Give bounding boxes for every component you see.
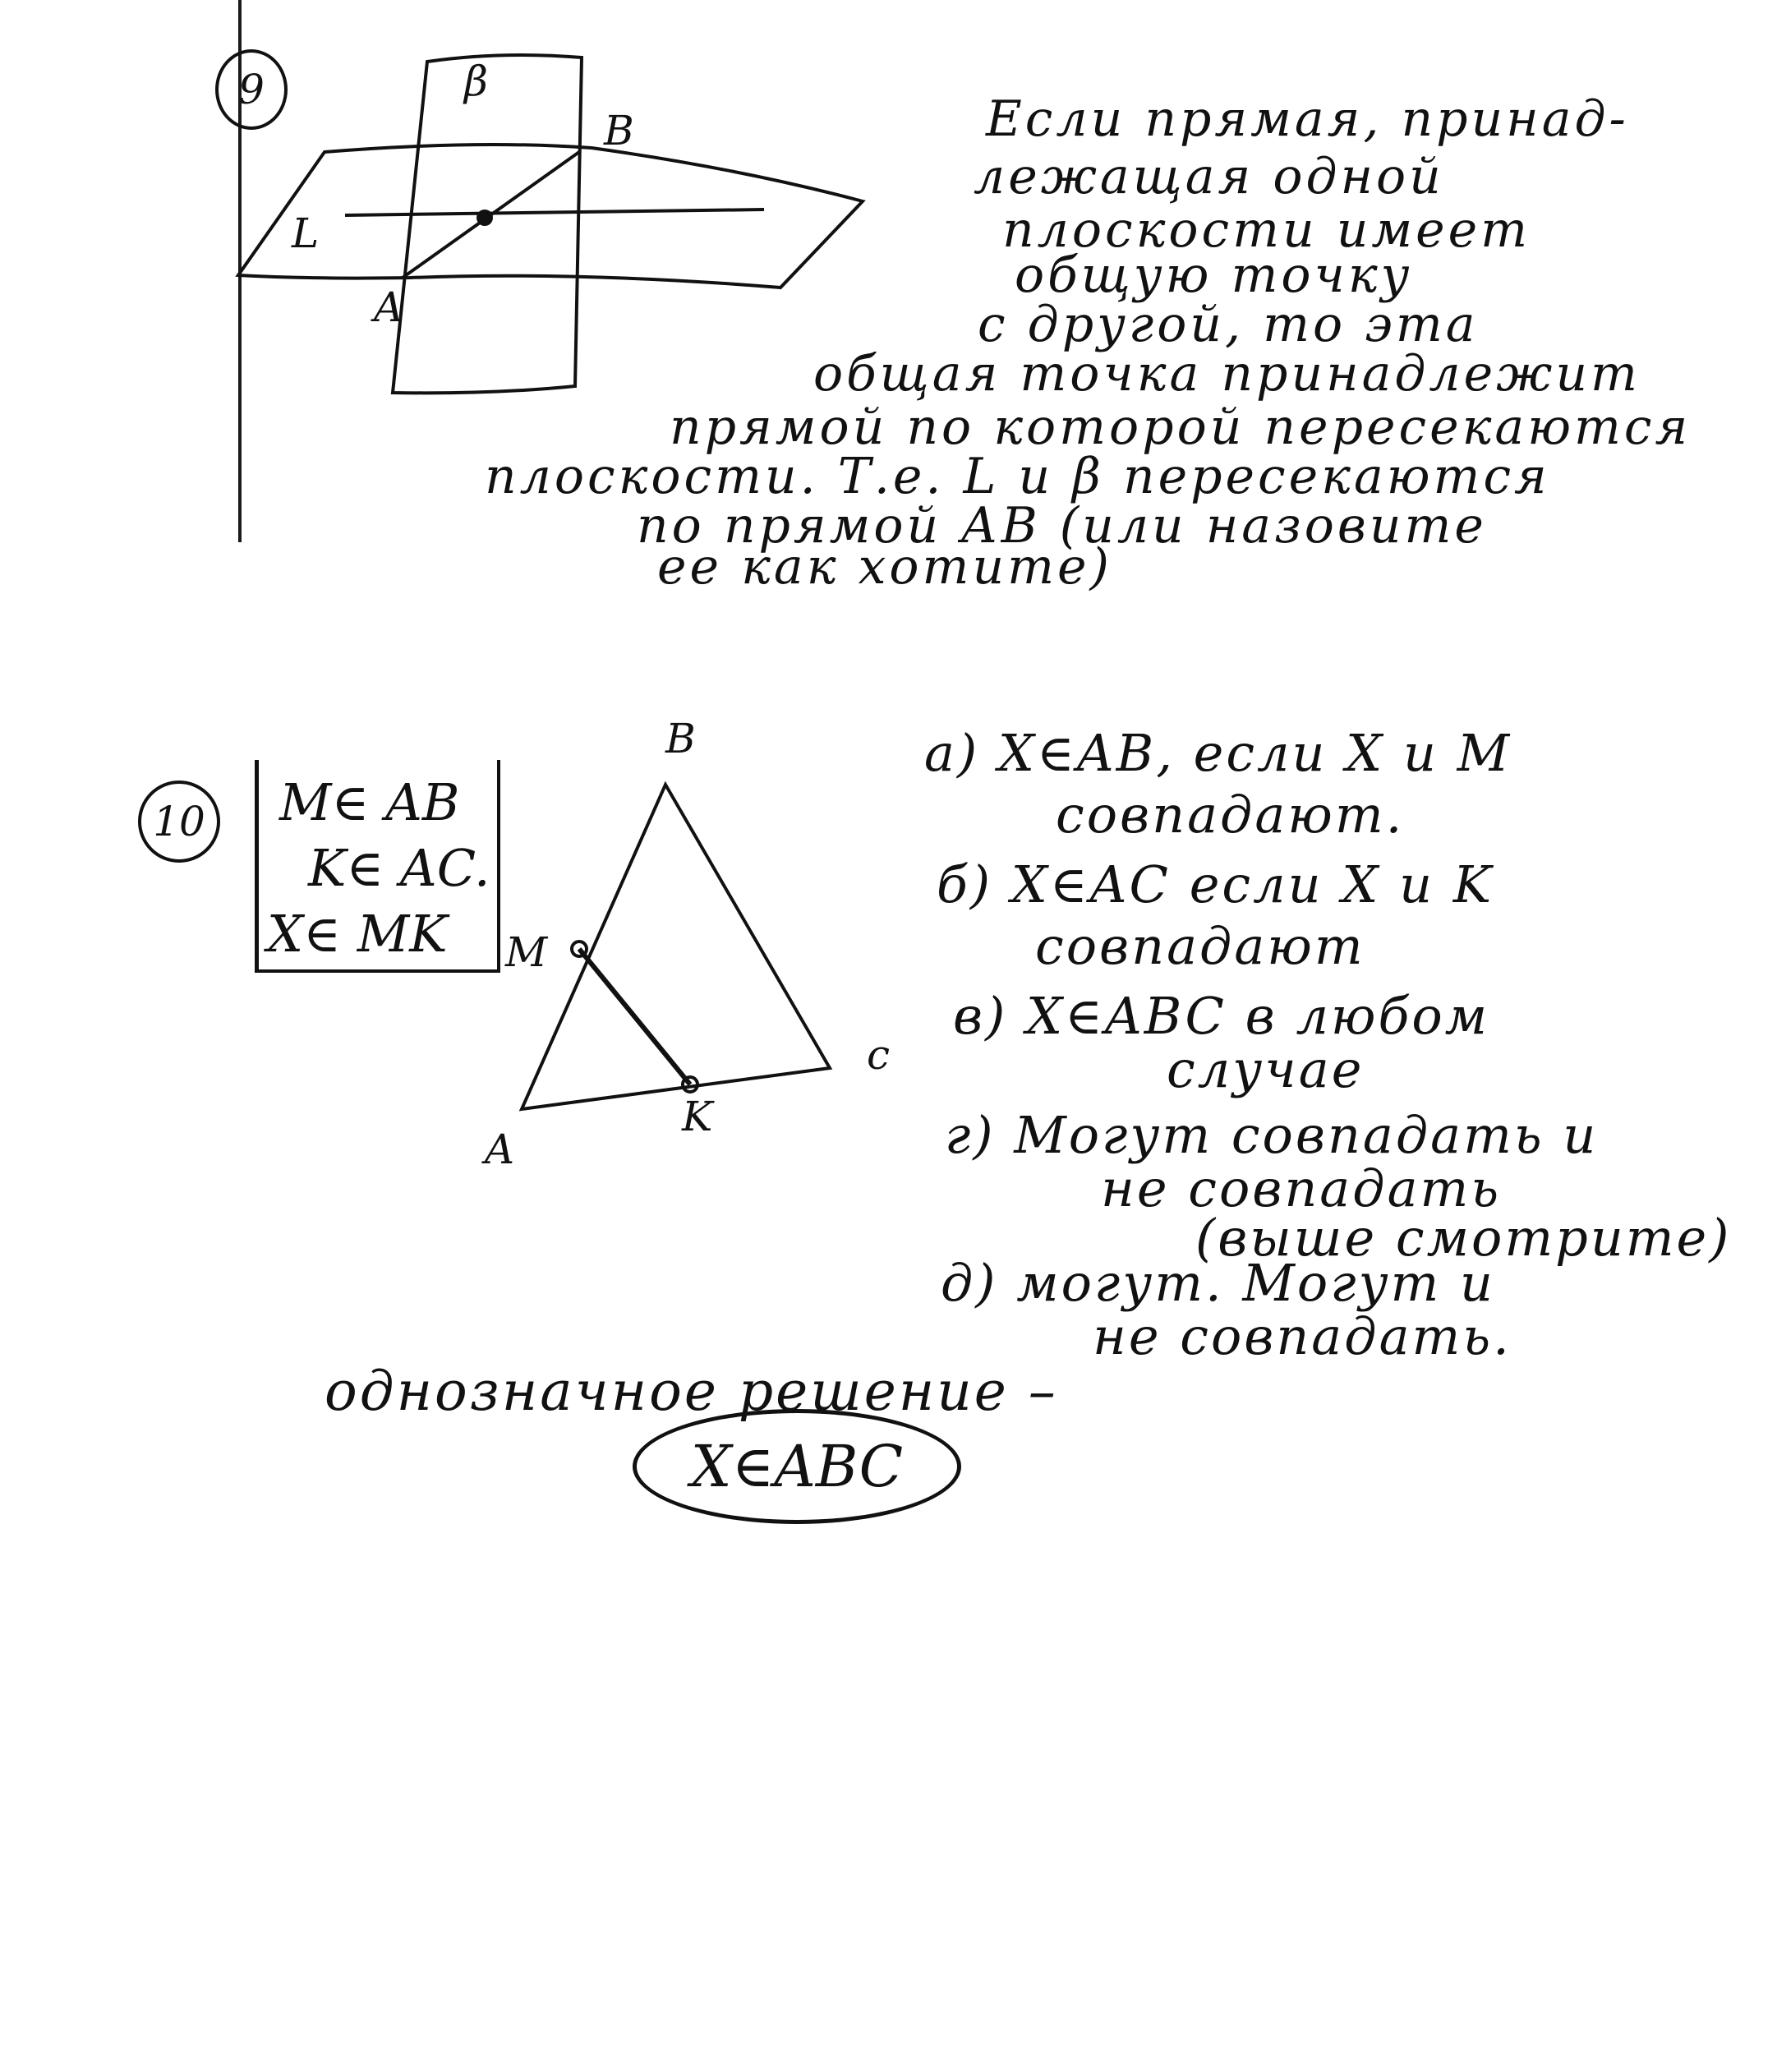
p9-line-9: по прямой АВ (или назовите [637, 497, 1487, 555]
answer-b-2: совпадают [1035, 916, 1365, 976]
problem-10-number-text: 10 [153, 798, 205, 845]
label-b-9: B [604, 107, 634, 154]
given-2: K∈ AC. [308, 838, 490, 898]
p9-line-3: плоскости имеет [1002, 201, 1531, 259]
p9-line-7: прямой по которой пересекаются [670, 398, 1692, 456]
label-beta: β [464, 58, 488, 105]
label-k-10: K [682, 1093, 713, 1140]
final-answer-ellipse [633, 1409, 961, 1524]
label-alpha: L [292, 210, 320, 257]
p9-line-1: Если прямая, принад- [986, 90, 1629, 148]
final-answer: X∈ABC [690, 1433, 904, 1500]
answer-d-2: не совпадать. [1093, 1306, 1512, 1366]
label-a-9: A [374, 283, 404, 331]
label-c-10: c [867, 1031, 891, 1079]
p9-line-10: ее как хотите) [657, 538, 1112, 596]
triangle-abc [522, 785, 830, 1109]
answer-b-1: б) X∈AC если X и K [937, 854, 1494, 914]
p9-line-5: с другой, то эта [978, 296, 1479, 353]
given-1: M∈ AB [279, 772, 460, 832]
label-b-10: B [665, 715, 696, 762]
answer-v-1: в) X∈ABC в любом [953, 986, 1490, 1046]
conclusion-text: однозначное решение – [325, 1360, 1058, 1423]
answer-g-2: не совпадать [1101, 1158, 1502, 1218]
problem-9-number-text: 9 [238, 66, 265, 113]
p9-line-6: общая точка принадлежит [813, 345, 1641, 403]
p9-line-2: лежащая одной [974, 148, 1444, 205]
answer-d-1: д) могут. Могут и [941, 1253, 1495, 1313]
answer-v-2: случае [1167, 1039, 1365, 1099]
p9-line-4: общую точку [1015, 246, 1413, 304]
answer-g-1: г) Могут совпадать и [945, 1105, 1599, 1165]
label-a-10: A [485, 1126, 515, 1173]
answer-a-2: совпадают. [1056, 785, 1405, 845]
answer-a-1: а) X∈AB, если X и M [924, 723, 1512, 783]
answer-g-3: (выше смотрите) [1195, 1208, 1732, 1268]
p9-line-8: плоскости. Т.е. L и β пересекаются [485, 448, 1550, 505]
given-3: X∈ MK [267, 904, 448, 964]
label-m-10: M [505, 928, 548, 976]
segment-mk [579, 949, 690, 1084]
